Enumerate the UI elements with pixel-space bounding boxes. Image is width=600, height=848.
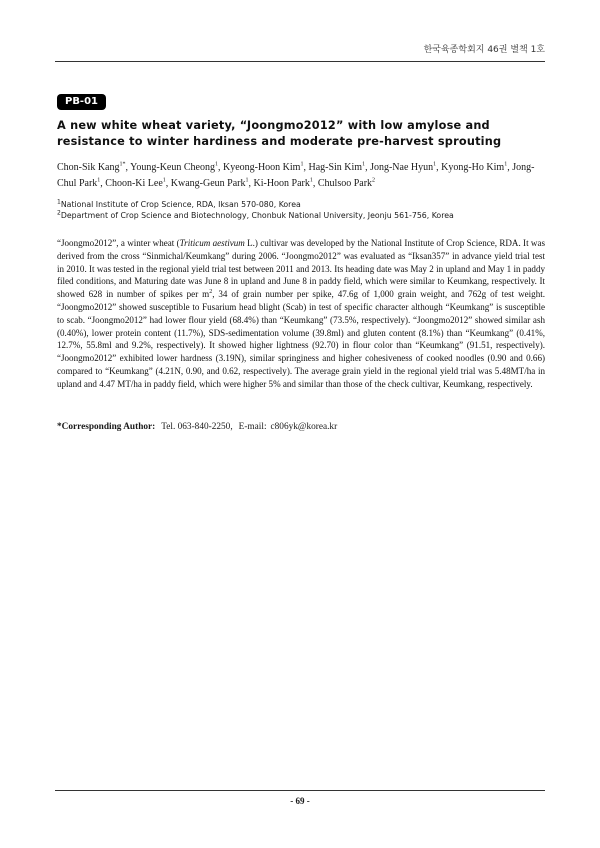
author-affiliation-marker: 1 — [309, 177, 313, 184]
author-separator: , — [217, 162, 223, 173]
author-name: Jong-Nae Hyun — [370, 162, 434, 173]
abstract-part-1: “Joongmo2012”, a winter wheat ( — [57, 238, 180, 248]
author-separator: , — [165, 178, 171, 189]
author-name: Chulsoo Park — [317, 178, 373, 189]
affiliation-2-marker: 2 — [57, 209, 61, 217]
abstract-part-3: , 34 of grain number per spike, 47.6g of 1,000 grain weight, and 762g of test weight. “Joongmo2012” showed susceptible to Fusarium head blight (Scab) in test of specific character although “Keumkang” is susceptible to scab. “Joongmo2012” had lower flour yield (68.4%) than “Keumkang” (73.5%, respectively). “Joongmo2012” showed similar ash (0.40%), lower protein content (11.7%), SDS-sedimentation volume (39.8ml) and gluten content (8.1%) than “Keumkang” (0.41%, 12.7%, 55.8ml and 9.2%, respectively). It showed higher lightness (92.70) in flour color than “Keumkang” (91.51, respectively). “Joongmo2012” exhibited lower hardness (3.19N), similar springiness and higher cohesiveness of cooked noodles (0.90 and 0.66) compared to “Keumkang” (4.21N, 0.90, and 0.62, respectively). The average grain yield in the regional yield trial was 5.48MT/ha in upland and 4.47 MT/ha in paddy field, which were higher 5% and similar than those of the check cultivar, Keumkang, respectively. — [57, 289, 545, 389]
species-name: Triticum aestivum — [179, 238, 245, 248]
corresponding-author-label: *Corresponding Author: — [57, 422, 156, 432]
author-affiliation-marker: 1 — [362, 161, 366, 168]
affiliation-1-marker: 1 — [57, 198, 61, 206]
author-affiliation-marker: 1 — [214, 161, 218, 168]
author-name: Young-Keun Cheong — [130, 162, 215, 173]
email-label: E-mail: — [238, 422, 267, 432]
author-name: Chon-Sik Kang — [57, 162, 120, 173]
author-name: Jong-Chul Park — [57, 162, 535, 189]
footer-rule — [55, 790, 545, 791]
affiliation-1-text: National Institute of Crop Science, RDA, Iksan 570-080, Korea — [60, 200, 301, 209]
author-separator: , — [248, 178, 254, 189]
paper-code-badge: PB-01 — [57, 94, 106, 110]
author-name: Kwang-Geun Park — [170, 178, 246, 189]
author-separator: , — [312, 178, 318, 189]
author-separator: , — [100, 178, 106, 189]
unit-superscript: 2 — [209, 289, 213, 296]
author-separator: , — [365, 162, 371, 173]
author-affiliation-marker: 1 — [162, 177, 166, 184]
affiliation-1 — [57, 199, 547, 210]
header-rule — [55, 61, 545, 62]
corresponding-author — [57, 421, 547, 434]
journal-header: 한국육종학회지 46권 별책 1호 — [423, 45, 545, 55]
corresponding-email[interactable]: c806yk@korea.kr — [270, 422, 338, 432]
affiliation-2 — [57, 210, 547, 221]
author-name: Ki-Hoon Park — [253, 178, 310, 189]
paper-title: A new white wheat variety, “Joongmo2012” with low amylose and resistance to winter hardiness and moderate pre-harvest sprouting — [57, 119, 502, 148]
page-number: - 69 - — [290, 796, 310, 806]
author-affiliation-marker: 1 — [504, 161, 508, 168]
author-list — [57, 160, 547, 192]
author-name: Kyong-Ho Kim — [441, 162, 505, 173]
author-affiliation-marker: 1 — [433, 161, 437, 168]
author-separator: , — [507, 162, 513, 173]
corresponding-tel: Tel. 063-840-2250, — [161, 422, 233, 432]
author-affiliation-marker: 1* — [119, 161, 126, 168]
author-separator: , — [303, 162, 309, 173]
author-name: Choon-Ki Lee — [105, 178, 163, 189]
affiliation-2-text: Department of Crop Science and Biotechnology, Chonbuk National University, Jeonju 561-756, Korea — [60, 211, 454, 220]
author-name: Kyeong-Hoon Kim — [222, 162, 301, 173]
abstract — [57, 237, 545, 391]
author-affiliation-marker: 2 — [372, 177, 376, 184]
author-separator: , — [125, 162, 131, 173]
abstract-part-2: L.) cultivar was developed by the National Institute of Crop Science, RDA. It was derived from the cross “Sinmichal/Keumkang” during 2006. “Joongmo2012” was evaluated as “Iksan357” in advance yield trial test in 2010. It was tested in the regional yield trial test between 2011 and 2013. Its heading date was May 2 in upland and May 1 in paddy filed conditions, and Maturing date was June 8 in upland and June 8 in paddy field, which were similar to Keumkang, respectively. It showed 628 in number of spikes per m — [57, 238, 545, 300]
author-separator: , — [436, 162, 442, 173]
author-affiliation-marker: 1 — [97, 177, 101, 184]
author-affiliation-marker: 1 — [245, 177, 249, 184]
author-affiliation-marker: 1 — [300, 161, 304, 168]
author-name: Hag-Sin Kim — [308, 162, 363, 173]
